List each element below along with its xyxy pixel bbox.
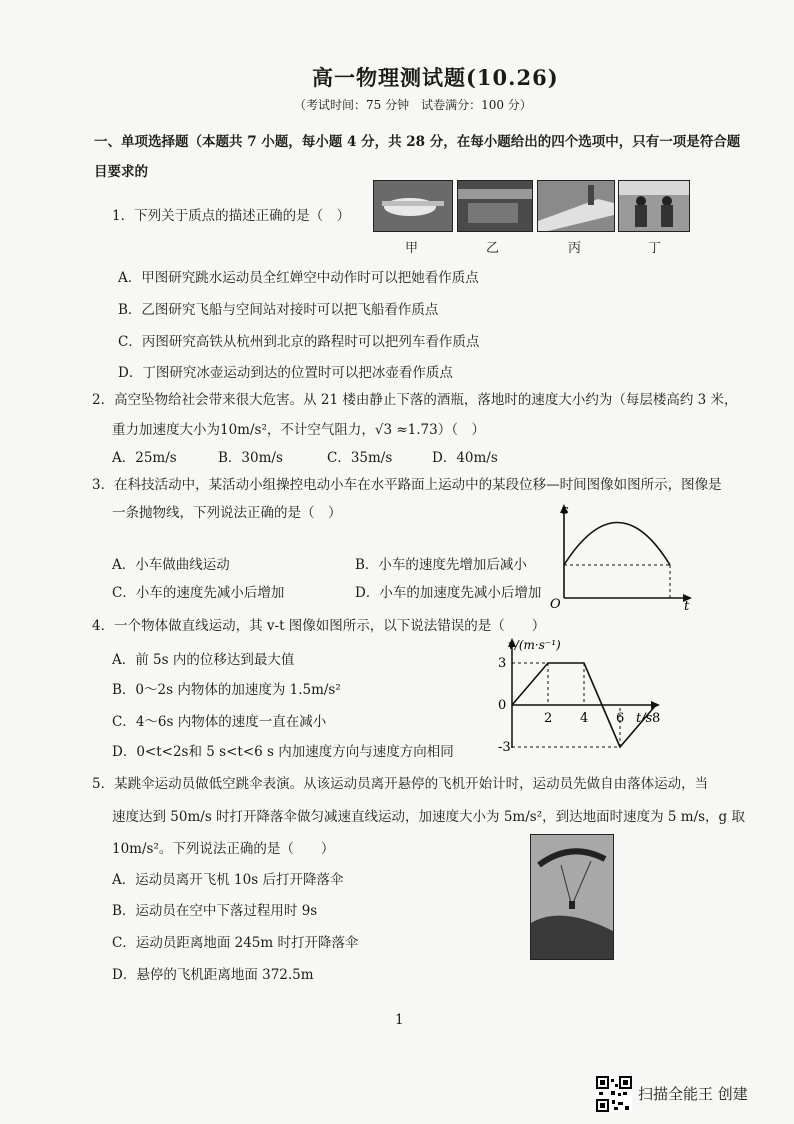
- q1-caption-bing: 丙: [568, 241, 582, 256]
- q4-x-tick-0: 2: [544, 711, 553, 726]
- page-number: 1: [395, 1012, 404, 1028]
- q2-option-a: A．25m/s: [112, 450, 177, 466]
- q5-parachute-photo: [530, 834, 614, 960]
- q3-origin: O: [550, 597, 561, 612]
- q4-x-tick-1: 4: [580, 711, 589, 726]
- q2-option-c: C．35m/s: [327, 450, 393, 466]
- q1-photo-yi: [457, 180, 533, 232]
- q1-caption-yi: 乙: [486, 241, 500, 256]
- q3-x-label: t: [684, 599, 690, 612]
- page-title: 高一物理测试题(10.26): [312, 65, 559, 90]
- q4-x-label: t/s: [636, 711, 653, 726]
- qr-code-icon: [596, 1076, 632, 1112]
- q1-option-a: A．甲图研究跳水运动员全红婵空中动作时可以把她看作质点: [118, 270, 479, 286]
- q4-x-tick-3: 8: [652, 711, 661, 726]
- q3-y-label: s: [562, 503, 569, 518]
- q4-x-tick-2: 6: [616, 711, 625, 726]
- q4-option-d: D．0<t<2s和 5 s<t<6 s 内加速度方向与速度方向相同: [112, 744, 454, 760]
- q4-option-a: A．前 5s 内的位移达到最大值: [112, 652, 295, 668]
- q1-photo-bing: [537, 180, 615, 232]
- q3-option-d: D．小车的加速度先减小后增加: [355, 585, 542, 601]
- q3-option-a: A．小车做曲线运动: [112, 557, 230, 573]
- q2-stem-line1: 2．高空坠物给社会带来很大危害。从 21 楼由静止下落的酒瓶，落地时的速度大小约为（每层楼高约 3 米，: [92, 392, 738, 408]
- q4-vt-graph: [490, 632, 670, 757]
- q3-option-c: C．小车的速度先减小后增加: [112, 585, 285, 601]
- q2-option-d: D．40m/s: [432, 450, 498, 466]
- q5-option-a: A．运动员离开飞机 10s 后打开降落伞: [112, 872, 344, 888]
- q5-stem-line3: 10m/s²。下列说法正确的是（ ）: [112, 841, 335, 857]
- q1-caption-ding: 丁: [648, 241, 662, 256]
- q3-stem-line1: 3．在科技活动中，某活动小组操控电动小车在水平路面上运动中的某段位移—时间图像如图所示，图像是: [92, 477, 722, 493]
- q5-stem-line1: 5．某跳伞运动员做低空跳伞表演。从该运动员离开悬停的飞机开始计时，运动员先做自由落体运动，当: [92, 776, 709, 792]
- q5-stem-line2: 速度达到 50m/s 时打开降落伞做匀减速直线运动，加速度大小为 5m/s²，到达地面时速度为 5 m/s，g 取: [112, 809, 745, 825]
- q5-option-b: B．运动员在空中下落过程用时 9s: [112, 903, 318, 919]
- q4-y-tick-1: 0: [498, 698, 507, 713]
- exam-info: （考试时间：75 分钟 试卷满分：100 分）: [294, 98, 532, 112]
- q5-option-c: C．运动员距离地面 245m 时打开降落伞: [112, 935, 359, 951]
- q3-st-graph: [548, 500, 698, 612]
- q3-stem-line2: 一条抛物线，下列说法正确的是（ ）: [112, 505, 342, 521]
- q3-option-b: B．小车的速度先增加后减小: [355, 557, 527, 573]
- q1-option-b: B．乙图研究飞船与空间站对接时可以把飞船看作质点: [118, 302, 439, 318]
- section-heading-line1: 一、单项选择题（本题共 7 小题，每小题 4 分，共 28 分，在每小题给出的四个选项中，只有一项是符合题: [94, 134, 741, 150]
- q1-option-d: D．丁图研究冰壶运动到达的位置时可以把冰壶看作质点: [118, 365, 453, 381]
- q4-option-b: B．0～2s 内物体的加速度为 1.5m/s²: [112, 682, 341, 698]
- q3-parabola: [564, 523, 670, 566]
- q4-stem: 4．一个物体做直线运动，其 v-t 图像如图所示，以下说法错误的是（ ）: [92, 618, 546, 634]
- q4-y-label: v/(m·s⁻¹): [508, 638, 561, 652]
- q4-option-c: C．4～6s 内物体的速度一直在减小: [112, 714, 327, 730]
- q1-option-c: C．丙图研究高铁从杭州到北京的路程时可以把列车看作质点: [118, 334, 480, 350]
- q5-option-d: D．悬停的飞机距离地面 372.5m: [112, 967, 314, 983]
- q4-y-tick-0: 3: [498, 656, 507, 671]
- q2-stem-line2: 重力加速度大小为10m/s²，不计空气阻力，√3 ≈1.73）（ ）: [112, 422, 485, 438]
- q1-caption-jia: 甲: [405, 241, 419, 256]
- q1-photo-jia: [373, 180, 453, 232]
- section-heading-line2: 目要求的: [94, 164, 148, 180]
- q4-y-tick-2: -3: [498, 740, 511, 755]
- q1-photo-ding: [618, 180, 690, 232]
- q2-option-b: B．30m/s: [218, 450, 283, 466]
- q1-stem: 1．下列关于质点的描述正确的是（ ）: [112, 208, 351, 224]
- scanner-watermark: 扫描全能王 创建: [638, 1085, 748, 1103]
